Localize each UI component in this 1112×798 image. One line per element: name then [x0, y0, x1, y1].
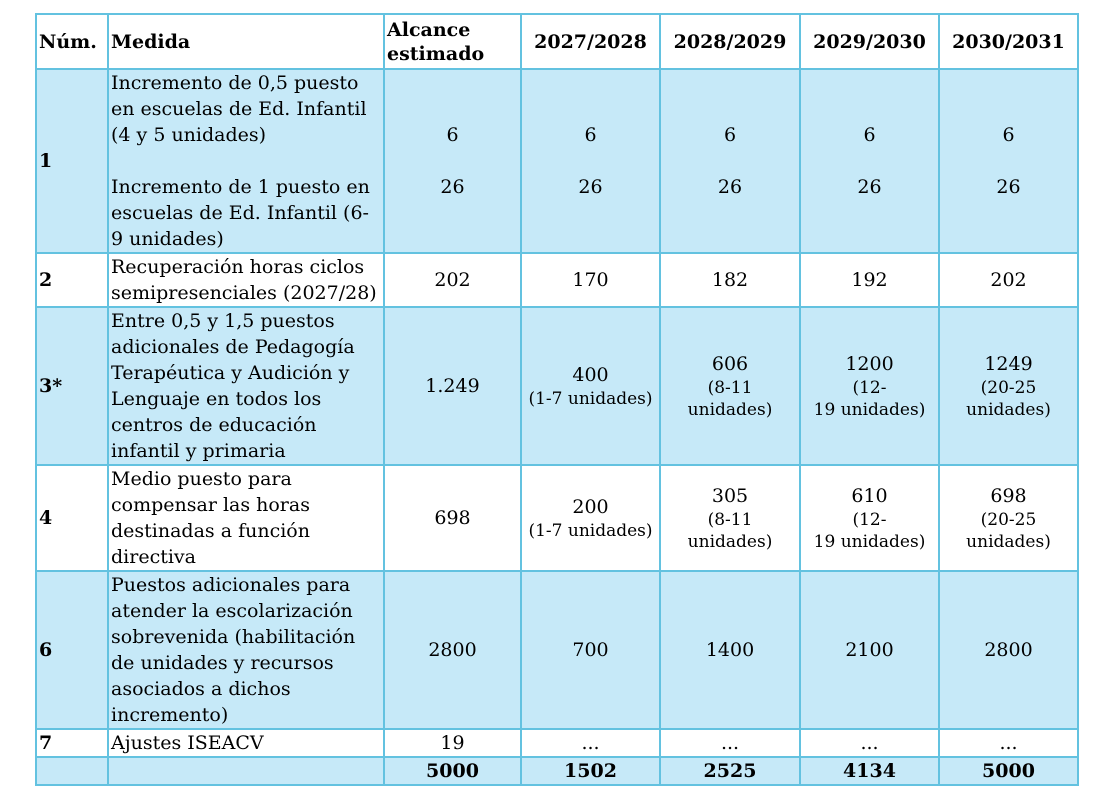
row-alcance: 202	[384, 253, 521, 307]
row-medida: Entre 0,5 y 1,5 puestos adicionales de Pedagogía Terapéutica y Audición y Lenguaje en todos los centros de educación infantil y primaria	[108, 307, 384, 465]
medida-part-b: Incremento de 1 puesto en escuelas de Ed. Infantil (6-9 unidades)	[111, 176, 370, 250]
row-year-1: 700	[521, 571, 660, 729]
value-note: (1-7 unidades)	[528, 389, 653, 409]
value-a: 6	[584, 124, 597, 146]
value-a: 6	[446, 124, 459, 146]
row-medida: Medio puesto para compensar las horas destinadas a función directiva	[108, 465, 384, 571]
row-num: 7	[36, 729, 108, 757]
table-row	[36, 729, 1078, 757]
value-b: 26	[440, 176, 465, 198]
row-year-3	[800, 307, 939, 465]
row-alcance	[384, 69, 521, 253]
row-year-2: 182	[660, 253, 800, 307]
row-year-1: 170	[521, 253, 660, 307]
value-b: 26	[578, 176, 603, 198]
row-year-2	[660, 69, 800, 253]
row-medida: Ajustes ISEACV	[108, 729, 384, 757]
row-year-2: ...	[660, 729, 800, 757]
total-year-1: 1502	[521, 757, 660, 785]
table-row	[36, 69, 1078, 253]
row-medida	[108, 69, 384, 253]
table-row	[36, 465, 1078, 571]
row-year-1	[521, 307, 660, 465]
row-medida: Recuperación horas ciclos semipresenciales (2027/28)	[108, 253, 384, 307]
row-medida: Puestos adicionales para atender la escolarización sobrevenida (habilitación de unidades y recursos asociados a dichos incremento)	[108, 571, 384, 729]
value-note: (1-7 unidades)	[528, 521, 653, 541]
row-year-2	[660, 465, 800, 571]
row-num: 6	[36, 571, 108, 729]
header-row	[36, 14, 1078, 69]
measures-table	[35, 13, 1079, 786]
totals-num	[36, 757, 108, 785]
row-year-1: ...	[521, 729, 660, 757]
row-alcance: 698	[384, 465, 521, 571]
value: 698	[990, 485, 1027, 507]
value: 1249	[984, 353, 1033, 375]
value-note: (20-25 unidades)	[966, 378, 1051, 420]
medida-part-a: Incremento de 0,5 puesto en escuelas de Ed. Infantil (4 y 5 unidades)	[111, 72, 367, 146]
header-year-4: 2030/2031	[939, 14, 1078, 69]
value-a: 6	[863, 124, 876, 146]
row-num: 3*	[36, 307, 108, 465]
row-year-4	[939, 69, 1078, 253]
row-num: 4	[36, 465, 108, 571]
value-note: (8-11 unidades)	[687, 510, 773, 552]
row-alcance: 19	[384, 729, 521, 757]
value-b: 26	[717, 176, 743, 198]
value: 610	[851, 485, 888, 507]
value-note: (12- 19 unidades)	[813, 378, 926, 420]
table-row	[36, 307, 1078, 465]
row-year-3	[800, 69, 939, 253]
header-year-1: 2027/2028	[521, 14, 660, 69]
header-num: Núm.	[36, 14, 108, 69]
totals-label	[108, 757, 384, 785]
value-note: (12- 19 unidades)	[813, 510, 926, 552]
value: 400	[572, 364, 609, 386]
header-year-3: 2029/2030	[800, 14, 939, 69]
row-year-3: 2100	[800, 571, 939, 729]
total-year-4: 5000	[939, 757, 1078, 785]
row-year-4: 202	[939, 253, 1078, 307]
row-year-3: 192	[800, 253, 939, 307]
value-a: 6	[723, 124, 737, 146]
total-year-2: 2525	[660, 757, 800, 785]
row-year-4	[939, 307, 1078, 465]
row-year-3	[800, 465, 939, 571]
row-year-2	[660, 307, 800, 465]
header-alcance: Alcance estimado	[384, 14, 521, 69]
value-a: 6	[1002, 124, 1015, 146]
row-year-4	[939, 465, 1078, 571]
value: 200	[572, 496, 609, 518]
row-year-4: ...	[939, 729, 1078, 757]
value-note: (20-25 unidades)	[966, 510, 1051, 552]
value-note: (8-11 unidades)	[687, 378, 773, 420]
header-year-2: 2028/2029	[660, 14, 800, 69]
value-b: 26	[996, 176, 1021, 198]
row-year-4: 2800	[939, 571, 1078, 729]
row-year-3: ...	[800, 729, 939, 757]
row-year-1	[521, 465, 660, 571]
header-medida: Medida	[108, 14, 384, 69]
row-year-2: 1400	[660, 571, 800, 729]
row-num: 2	[36, 253, 108, 307]
value: 606	[711, 353, 749, 375]
value-b: 26	[857, 176, 882, 198]
value: 1200	[845, 353, 894, 375]
row-alcance: 1.249	[384, 307, 521, 465]
table-row	[36, 253, 1078, 307]
value: 305	[711, 485, 749, 507]
row-year-1	[521, 69, 660, 253]
row-num: 1	[36, 69, 108, 253]
total-year-3: 4134	[800, 757, 939, 785]
total-alcance: 5000	[384, 757, 521, 785]
table-row	[36, 571, 1078, 729]
totals-row	[36, 757, 1078, 785]
row-alcance: 2800	[384, 571, 521, 729]
